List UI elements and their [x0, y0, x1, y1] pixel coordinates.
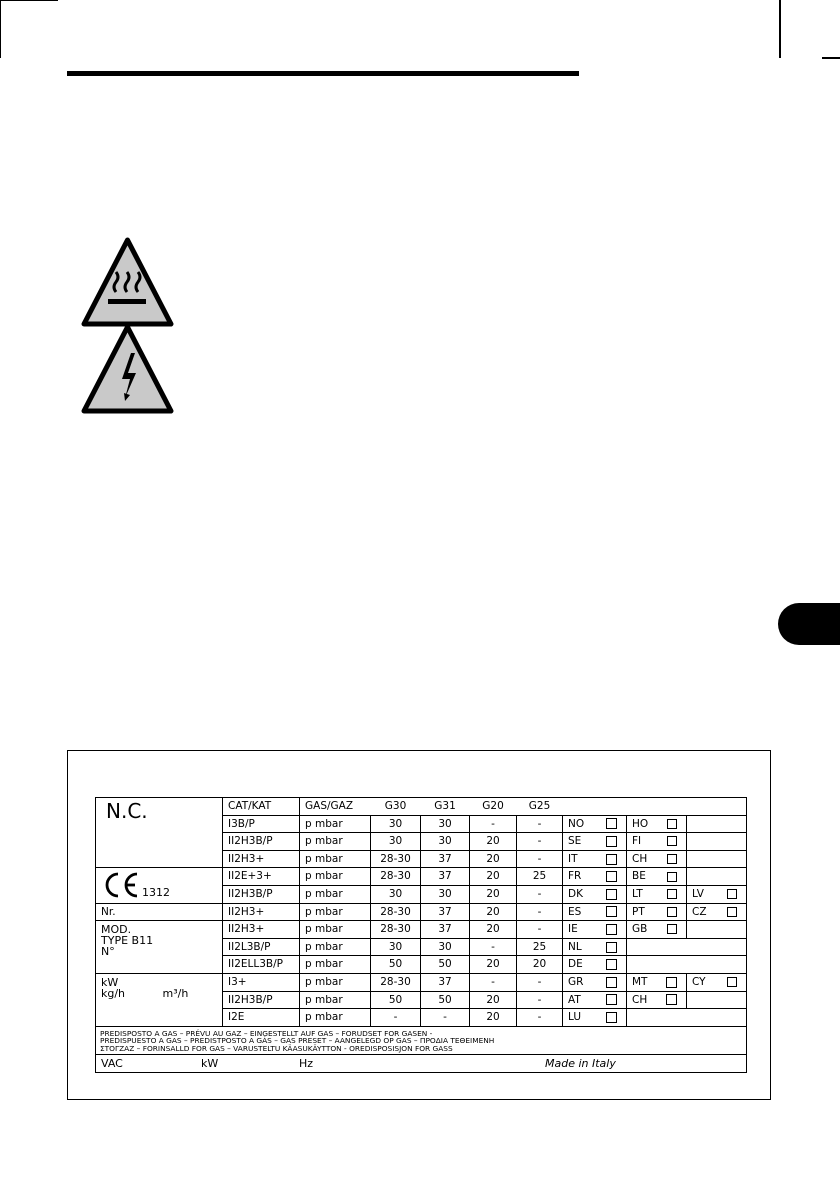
notified-body-number: 1312: [142, 886, 170, 900]
g25-cell: 25: [517, 868, 563, 886]
country-code: CZ: [692, 905, 707, 918]
country-cell-empty: [687, 815, 747, 833]
g30-cell: 28-30: [371, 868, 421, 886]
unit-cell: p mbar: [300, 921, 371, 939]
made-in-label: Made in Italy: [545, 1056, 616, 1070]
g31-cell: 50: [421, 956, 470, 974]
country-cell: [687, 885, 747, 903]
g25-cell: -: [517, 973, 563, 991]
unit-cell: p mbar: [300, 833, 371, 851]
unit-cell: p mbar: [300, 1009, 371, 1027]
kgh-label: kg/h: [101, 986, 126, 1000]
cat-cell: II2H3B/P: [223, 833, 300, 851]
g25-cell: -: [517, 991, 563, 1009]
g31-header: G31: [421, 798, 470, 816]
country-cell: [563, 956, 627, 974]
cat-cell: II2L3B/P: [223, 938, 300, 956]
footer-fields: [101, 1058, 746, 1069]
gas-preset-line: ΣΤΟΓΖΑΖ – FORINSALLD FOR GAS – VARUSTELTU KÄASUKÄYTTON - OREDISPOSISJON FOR GASS: [100, 1043, 453, 1053]
country-cell-empty: [687, 921, 747, 939]
country-cell: [627, 885, 687, 903]
nc-cell: [96, 798, 223, 868]
country-checkbox[interactable]: [667, 836, 677, 846]
country-cell: [687, 973, 747, 991]
country-checkbox[interactable]: [666, 994, 677, 1005]
country-checkbox[interactable]: [606, 818, 617, 829]
country-checkbox[interactable]: [727, 977, 737, 987]
g20-cell: 20: [470, 956, 517, 974]
country-code: GB: [632, 923, 648, 936]
g20-cell: 20: [470, 885, 517, 903]
g25-cell: 20: [517, 956, 563, 974]
serial-label: N°: [101, 945, 115, 959]
country-checkbox[interactable]: [606, 959, 617, 970]
nr-cell: [96, 903, 223, 921]
country-code: HO: [632, 817, 649, 830]
country-cell: [627, 833, 687, 851]
table-row: [96, 921, 747, 939]
g20-header: G20: [470, 798, 517, 816]
g30-cell: 50: [371, 991, 421, 1009]
country-cell: [563, 903, 627, 921]
hz-label: Hz: [299, 1056, 314, 1070]
nc-label: N.C.: [106, 799, 148, 823]
country-cell: [627, 991, 687, 1009]
cat-cell: II2H3+: [223, 850, 300, 868]
unit-cell: p mbar: [300, 973, 371, 991]
rating-plate-table: [95, 797, 747, 1073]
g31-cell: 37: [421, 921, 470, 939]
m3h-label: m³/h: [162, 986, 189, 1000]
country-cell: [563, 921, 627, 939]
g20-cell: 20: [470, 1009, 517, 1027]
g30-cell: 30: [371, 833, 421, 851]
country-code: LU: [568, 1011, 582, 1024]
unit-cell: p mbar: [300, 885, 371, 903]
g31-cell: 50: [421, 991, 470, 1009]
g30-cell: 30: [371, 885, 421, 903]
country-cell: [563, 815, 627, 833]
g25-cell: -: [517, 850, 563, 868]
country-code: NL: [568, 940, 582, 953]
country-cell: [687, 903, 747, 921]
g20-cell: 20: [470, 991, 517, 1009]
ce-mark-icon: [102, 871, 140, 899]
g20-cell: -: [470, 938, 517, 956]
gas-preset-line: PREDISPUESTO A GAS – PREDISTPOSTO A GÁS – GAS PRESET – AANGELEGD OP GAS – ΠΡΟΔΙΑ ΤΕΘΕΙΜΕΝΗ: [100, 1036, 495, 1046]
chapter-tab: [778, 603, 840, 645]
header-blank: [627, 798, 687, 816]
cat-cell: II2H3+: [223, 903, 300, 921]
cat-cell: II2H3B/P: [223, 885, 300, 903]
g30-cell: 30: [371, 815, 421, 833]
country-cell: [627, 868, 687, 886]
kw-label: kW: [101, 975, 119, 989]
g30-cell: 28-30: [371, 921, 421, 939]
g20-cell: 20: [470, 868, 517, 886]
g20-cell: 20: [470, 903, 517, 921]
header-blank: [563, 798, 627, 816]
country-cell-empty: [627, 938, 747, 956]
cat-cell: I3+: [223, 973, 300, 991]
g31-cell: -: [421, 1009, 470, 1027]
g30-cell: 28-30: [371, 973, 421, 991]
country-code: IT: [568, 852, 578, 865]
gas-preset-line: PREDISPOSTO A GAS – PRÉVU AU GAZ – EINGESTELLT AUF GAS – FORUDSET FOR GASEN -: [100, 1028, 433, 1038]
country-checkbox[interactable]: [606, 836, 617, 847]
country-cell-empty: [627, 1009, 747, 1027]
country-checkbox[interactable]: [606, 889, 617, 900]
country-code: CH: [632, 993, 648, 1006]
country-code: PT: [632, 905, 645, 918]
country-cell: [627, 921, 687, 939]
country-checkbox[interactable]: [606, 994, 617, 1005]
g20-cell: 20: [470, 921, 517, 939]
country-cell: [563, 868, 627, 886]
g25-cell: -: [517, 815, 563, 833]
g25-cell: -: [517, 885, 563, 903]
crop-mark: [822, 57, 840, 59]
country-cell-empty: [687, 868, 747, 886]
ce-cell: [96, 868, 223, 903]
header-blank: [687, 798, 747, 816]
g20-cell: -: [470, 815, 517, 833]
country-code: LV: [692, 888, 704, 901]
g31-cell: 37: [421, 868, 470, 886]
country-code: BE: [632, 870, 646, 883]
crop-mark: [779, 0, 781, 58]
country-code: NO: [568, 817, 585, 830]
crop-mark: [0, 0, 58, 1]
table-header-row: [96, 798, 747, 816]
electric-shock-warning-icon: [80, 323, 175, 419]
country-code: GR: [568, 975, 584, 988]
country-checkbox[interactable]: [667, 819, 677, 829]
country-code: AT: [568, 993, 581, 1006]
country-cell-empty: [687, 833, 747, 851]
g30-cell: 28-30: [371, 850, 421, 868]
mod-label: MOD.: [101, 923, 132, 937]
unit-cell: p mbar: [300, 956, 371, 974]
country-code: ES: [568, 905, 582, 918]
country-code: IE: [568, 923, 578, 936]
g25-cell: 25: [517, 938, 563, 956]
footer-row: [96, 1054, 747, 1072]
country-checkbox[interactable]: [606, 1012, 617, 1023]
country-checkbox[interactable]: [666, 977, 677, 988]
g25-header: G25: [517, 798, 563, 816]
cat-cell: II2ELL3B/P: [223, 956, 300, 974]
country-cell: [563, 938, 627, 956]
ce-mark: [102, 871, 222, 899]
g30-cell: 28-30: [371, 903, 421, 921]
country-checkbox[interactable]: [606, 942, 617, 953]
header-rule: [67, 71, 579, 76]
unit-cell: p mbar: [300, 938, 371, 956]
g25-cell: -: [517, 903, 563, 921]
country-code: CY: [692, 975, 706, 988]
g31-cell: 30: [421, 815, 470, 833]
cat-cell: I2E: [223, 1009, 300, 1027]
gas-preset-text: [96, 1026, 747, 1054]
g30-cell: 50: [371, 956, 421, 974]
kw-footer-label: kW: [201, 1056, 219, 1070]
cat-cell: II2H3B/P: [223, 991, 300, 1009]
country-code: DE: [568, 958, 583, 971]
g31-cell: 37: [421, 973, 470, 991]
country-cell: [563, 991, 627, 1009]
unit-cell: p mbar: [300, 868, 371, 886]
table-row: [96, 903, 747, 921]
table-row: [96, 973, 747, 991]
g31-cell: 30: [421, 938, 470, 956]
country-cell: [563, 885, 627, 903]
hot-surface-warning-icon: [80, 236, 175, 332]
cat-cell: II2E+3+: [223, 868, 300, 886]
country-cell: [563, 850, 627, 868]
country-code: FR: [568, 870, 582, 883]
country-cell: [627, 973, 687, 991]
crop-mark: [0, 0, 1, 58]
g31-cell: 30: [421, 885, 470, 903]
cat-cell: II2H3+: [223, 921, 300, 939]
country-checkbox[interactable]: [667, 907, 677, 917]
g30-cell: 30: [371, 938, 421, 956]
g30-cell: -: [371, 1009, 421, 1027]
country-cell-empty: [687, 991, 747, 1009]
g25-cell: -: [517, 1009, 563, 1027]
country-cell: [627, 903, 687, 921]
g31-cell: 37: [421, 850, 470, 868]
g20-cell: 20: [470, 850, 517, 868]
country-cell-empty: [627, 956, 747, 974]
unit-cell: p mbar: [300, 903, 371, 921]
country-checkbox[interactable]: [667, 872, 677, 882]
table-row: [96, 868, 747, 886]
country-checkbox[interactable]: [606, 977, 617, 988]
g25-cell: -: [517, 833, 563, 851]
country-checkbox[interactable]: [727, 889, 737, 899]
country-checkbox[interactable]: [667, 889, 677, 899]
unit-cell: p mbar: [300, 991, 371, 1009]
g31-cell: 37: [421, 903, 470, 921]
country-cell: [563, 973, 627, 991]
country-checkbox[interactable]: [606, 906, 617, 917]
g31-cell: 30: [421, 833, 470, 851]
country-code: LT: [632, 888, 643, 901]
gas-preset-row: [96, 1026, 747, 1054]
country-code: CH: [632, 852, 648, 865]
country-checkbox[interactable]: [667, 924, 677, 934]
country-code: MT: [632, 975, 648, 988]
country-code: DK: [568, 888, 583, 901]
country-checkbox[interactable]: [606, 854, 617, 865]
model-cell: [96, 921, 223, 974]
cat-header: CAT/KAT: [223, 798, 300, 816]
flow-labels: [101, 988, 222, 999]
footer-cell: [96, 1054, 747, 1072]
country-cell-empty: [687, 850, 747, 868]
g20-cell: 20: [470, 833, 517, 851]
g25-cell: -: [517, 921, 563, 939]
country-cell: [563, 1009, 627, 1027]
vac-label: VAC: [101, 1056, 123, 1070]
type-label: TYPE B11: [101, 934, 154, 948]
g30-header: G30: [371, 798, 421, 816]
country-checkbox[interactable]: [606, 871, 617, 882]
cat-cell: I3B/P: [223, 815, 300, 833]
country-cell: [627, 850, 687, 868]
country-checkbox[interactable]: [667, 854, 677, 864]
country-code: SE: [568, 835, 582, 848]
gas-header: GAS/GAZ: [300, 798, 371, 816]
unit-cell: p mbar: [300, 815, 371, 833]
power-cell: [96, 973, 223, 1026]
country-cell: [563, 833, 627, 851]
unit-cell: p mbar: [300, 850, 371, 868]
country-checkbox[interactable]: [606, 924, 617, 935]
g20-cell: -: [470, 973, 517, 991]
country-cell: [627, 815, 687, 833]
country-code: FI: [632, 835, 642, 848]
country-checkbox[interactable]: [727, 907, 737, 917]
nr-label: Nr.: [101, 905, 116, 918]
